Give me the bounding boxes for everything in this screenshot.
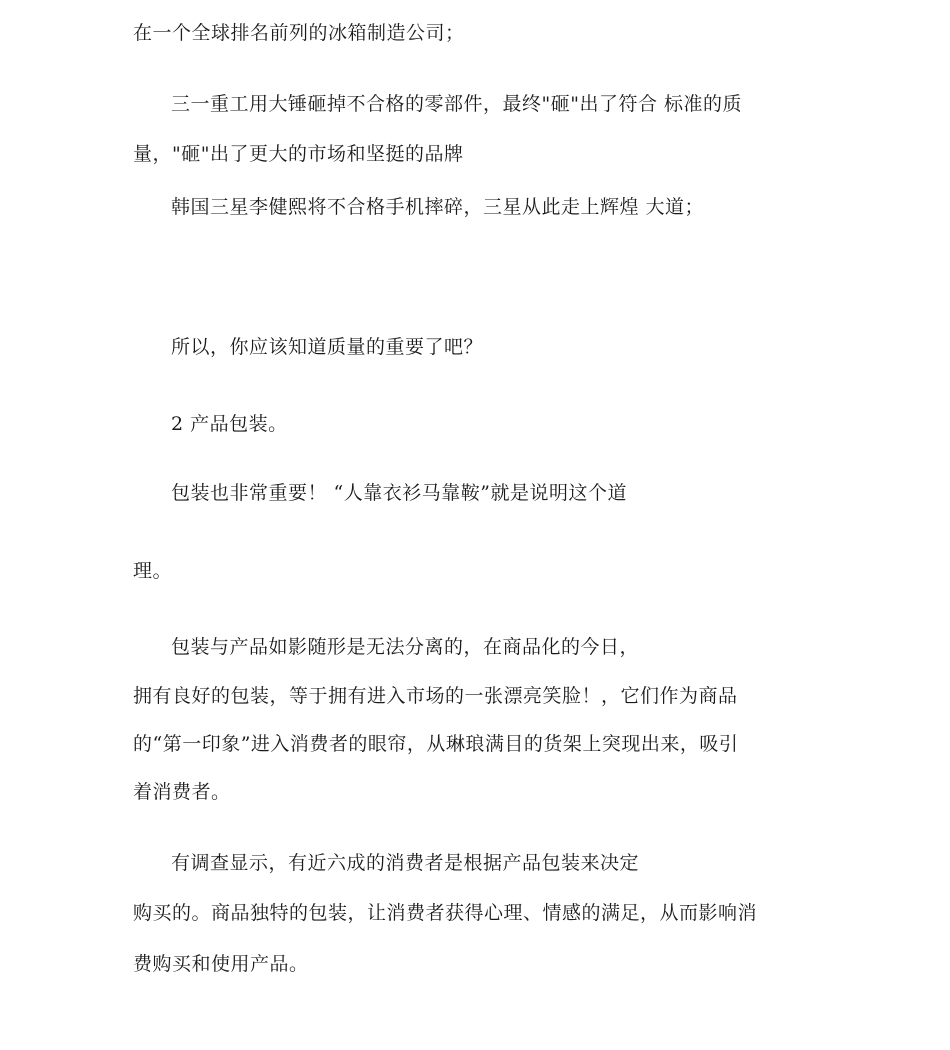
text-line-8: 理。 bbox=[133, 560, 173, 582]
text-line-15: 费购买和使用产品。 bbox=[133, 953, 309, 975]
text-line-10: 拥有良好的包装，等于拥有进入市场的一张漂亮笑脸！，它们作为商品 bbox=[133, 685, 738, 707]
text-line-2: 三一重工用大锤砸掉不合格的零部件，最终"砸"出了符合 标准的质 bbox=[171, 93, 743, 115]
text-line-12: 着消费者。 bbox=[133, 781, 231, 803]
text-line-11: 的“第一印象”进入消费者的眼帘，从琳琅满目的货架上突现出来，吸引 bbox=[133, 733, 739, 755]
text-line-13: 有调查显示，有近六成的消费者是根据产品包装来决定 bbox=[171, 852, 640, 874]
text-line-14: 购买的。商品独特的包装，让消费者获得心理、情感的满足，从而影响消 bbox=[133, 902, 758, 924]
text-line-7: 包装也非常重要！ “人靠衣衫马靠鞍”就是说明这个道 bbox=[171, 482, 627, 504]
text-line-9: 包装与产品如影随形是无法分离的，在商品化的今日， bbox=[171, 636, 640, 658]
text-line-3: 量，"砸"出了更大的市场和坚挺的品牌 bbox=[133, 143, 464, 165]
section-heading-packaging: 2 产品包装。 bbox=[171, 413, 288, 435]
text-line-1: 在一个全球排名前列的冰箱制造公司； bbox=[133, 22, 465, 44]
text-line-4: 韩国三星李健熙将不合格手机摔碎，三星从此走上辉煌 大道； bbox=[171, 196, 705, 218]
text-line-5: 所以，你应该知道质量的重要了吧？ bbox=[171, 336, 484, 358]
